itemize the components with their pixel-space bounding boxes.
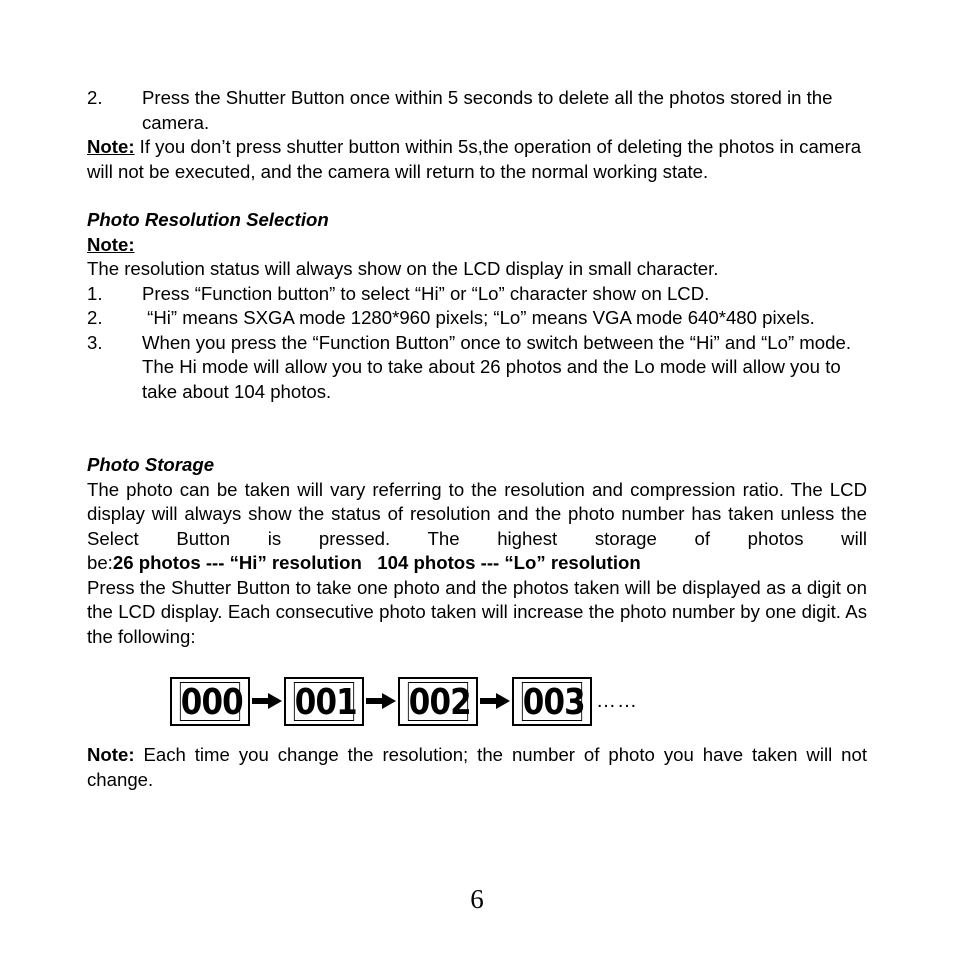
resolution-step-3	[87, 331, 867, 405]
arrow-right-icon	[250, 677, 284, 726]
step-number: 2.	[87, 307, 103, 328]
arrow-right-icon	[364, 677, 398, 726]
counter-box	[170, 677, 250, 726]
photo-counter-sequence	[170, 675, 867, 727]
resolution-note-label: Note:	[87, 233, 135, 255]
storage-text: The photo can be taken will vary referring to the resolution and compression ratio. The LCD display will always show the status of resolution and the photo number has taken unless the Select Button is pressed. The highest storage of photos will be:	[87, 478, 867, 573]
counter-value: 003	[522, 681, 585, 723]
resolution-step-2	[87, 306, 867, 331]
storage-heading: Photo Storage	[87, 454, 215, 475]
storage-paragraph-1	[87, 478, 867, 576]
manual-page	[87, 86, 867, 792]
delete-step-2	[87, 86, 867, 135]
storage-note	[87, 743, 867, 792]
resolution-step-1	[87, 282, 867, 307]
ellipsis: ……	[596, 689, 638, 712]
step-text: Press the Shutter Button once within 5 seconds to delete all the photos stored in the camera.	[142, 87, 833, 133]
step-text: Press “Function button” to select “Hi” or “Lo” character show on LCD.	[142, 282, 710, 304]
counter-value: 001	[294, 681, 357, 723]
counter-value: 000	[180, 681, 243, 723]
storage-capacity: 26 photos --- “Hi” resolution 104 photos --- “Lo” resolution	[112, 552, 641, 573]
counter-value: 002	[408, 681, 471, 723]
step-number: 2.	[87, 87, 103, 108]
step-text: When you press the “Function Button” once to switch between the “Hi” and “Lo” mode. The Hi mode will allow you to take about 26 photos and the Lo mode will allow you to take about 104 photos.	[142, 331, 851, 402]
note-label: Note:	[87, 744, 135, 765]
counter-box	[398, 677, 478, 726]
resolution-intro: The resolution status will always show on the LCD display in small character.	[87, 258, 719, 279]
step-text: “Hi” means SXGA mode 1280*960 pixels; “Lo” means VGA mode 640*480 pixels.	[142, 307, 815, 328]
counter-box	[284, 677, 364, 726]
storage-paragraph-2: Press the Shutter Button to take one photo and the photos taken will be displayed as a digit on the LCD display. Each consecutive photo taken will increase the photo number by one digit. As the following:	[87, 576, 867, 647]
page-number: 6	[470, 884, 484, 914]
note-text: Each time you change the resolution; the number of photo you have taken will not change.	[87, 744, 867, 790]
counter-box	[512, 677, 592, 726]
step-number: 3.	[87, 331, 103, 353]
resolution-heading: Photo Resolution Selection	[87, 209, 329, 230]
note-text: If you don’t press shutter button within 5s,the operation of deleting the photos in camera will not be executed, and the camera will return to the normal working state.	[87, 136, 862, 182]
delete-note	[87, 135, 867, 184]
arrow-right-icon	[478, 677, 512, 726]
step-number: 1.	[87, 282, 103, 304]
note-label: Note:	[87, 136, 135, 157]
